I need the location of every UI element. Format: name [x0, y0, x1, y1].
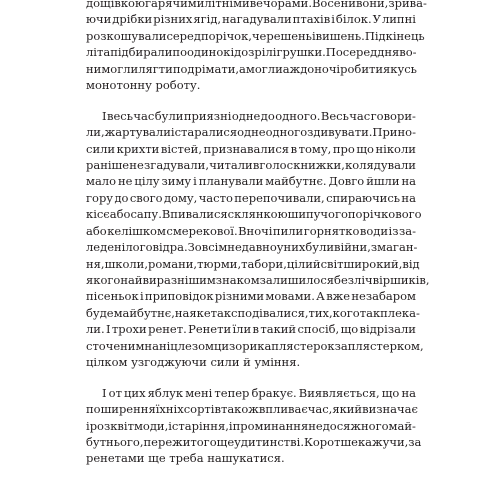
text-line: ни могли лягти подрімати, а могли аж до ночі робити якусь: [86, 61, 417, 76]
paragraph-3: [86, 385, 422, 467]
text-line: раніше не згадували, читали вголос книжки, колядували: [86, 157, 416, 172]
text-line: розкошували серед порічок, черешень і вишень. Під кінець: [86, 28, 425, 43]
text-line: леденілого відра. Зовсім недавно у них були війни, змаган-: [86, 240, 418, 255]
text-line: якого найвиразнішим знаком залишилося безліч віршиків,: [86, 273, 430, 287]
paragraph-2: [86, 108, 430, 371]
text-line: дощівкою гарячими літніми вечорами. Восени вони, зрива-: [86, 0, 427, 10]
text-line: сточеним на ніц лезом цизорика плястерок за плястерком,: [86, 338, 424, 353]
text-line: І весь час були приязні одне до одного. Весь час говори-: [102, 108, 416, 123]
text-line: сили крихти вістей, признавалися в тому, про що ніколи: [86, 141, 416, 156]
text-line: ли, жартували і старалися одне одного здивувати. Прино-: [86, 125, 416, 140]
text-line: ючи дрібки різних ягід, нагадували птахів і білок. У липні: [86, 12, 416, 27]
text-line: і розквіт моди, і старіння, і проминання недосяжного май-: [86, 418, 416, 433]
paragraph-gap: [86, 371, 416, 385]
text-line: поширення їхніх сортів також впливає час, який визначає: [86, 402, 418, 417]
text-line: цілком узгоджуючи сили й уміння.: [86, 355, 301, 370]
text-line: І от цих яблук мені тепер бракує. Виявляється, що на: [102, 385, 416, 400]
text-line: гору до свого дому, часто перепочивали, спираючись на: [86, 190, 416, 205]
text-line: пісеньок і приповідок різними мовами. А вже незабаром: [86, 289, 416, 304]
paragraph-gap: [86, 94, 416, 108]
text-line: або келішком смерекової. Вночі пили горнятко води із за-: [86, 223, 416, 238]
text-line: ня, школи, романи, тюрми, табори, цілий світ широкий, від: [86, 256, 420, 271]
text-line: мало не цілу зиму і планували майбутнє. Довго йшли на: [86, 174, 416, 189]
text-line: ли. І трохи ренет. Ренети їли в такий спосіб, що відрізали: [86, 322, 416, 337]
text-line: літа підбирали поодинокі дозрілі грушки. Посеред дня во-: [86, 45, 417, 60]
page-text: [86, 0, 430, 467]
text-line: буде майбутнє, на яке так сподівалися, тих, кого так плека-: [86, 305, 420, 320]
paragraph-1: [86, 0, 427, 94]
text-line: кісє або сапу. Впивалися склянкою шипучого порічкового: [86, 207, 422, 222]
text-line: ренетами ще треба нашукатися.: [86, 451, 285, 466]
text-line: бутнього, пережитого ще у дитинстві. Коротше кажучи, за: [86, 434, 422, 449]
text-line: монотонну роботу.: [86, 78, 201, 93]
